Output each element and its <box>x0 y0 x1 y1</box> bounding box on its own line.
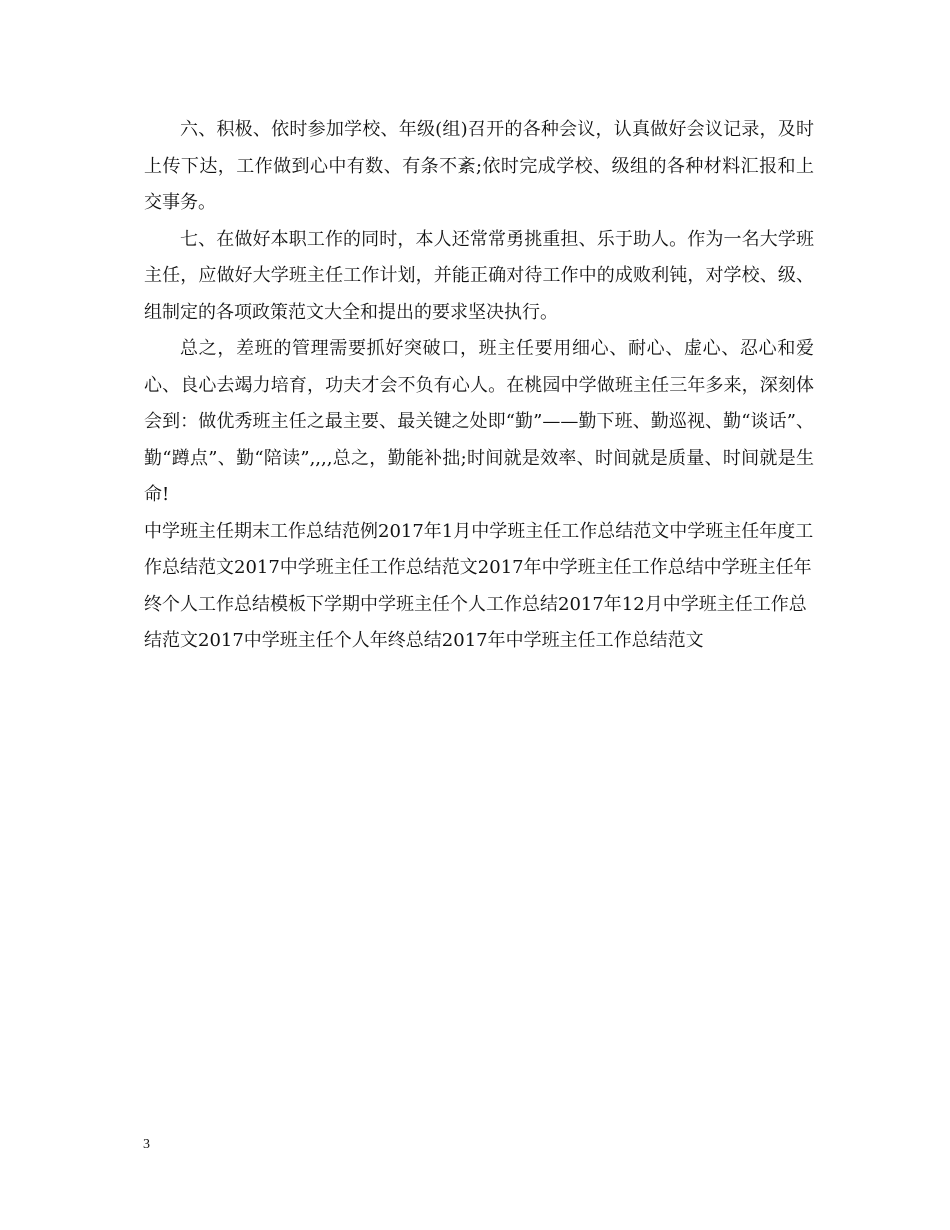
paragraph-conclusion: 总之，差班的管理需要抓好突破口，班主任要用细心、耐心、虚心、忍心和爱心、良心去竭力培育，功夫才会不负有心人。在桃园中学做班主任三年多来，深刻体会到：做优秀班主任之最主要、最关键之处即“勤”——勤下班、勤巡视、勤“谈话”、勤“蹲点”、勤“陪读”,,,,总之，勤能补拙;时间就是效率、时间就是质量、时间就是生命! <box>144 338 814 505</box>
document-body <box>144 112 814 660</box>
paragraph-item-seven: 七、在做好本职工作的同时，本人还常常勇挑重担、乐于助人。作为一名大学班主任，应做好大学班主任工作计划，并能正确对待工作中的成败利钝，对学校、级、组制定的各项政策范文大全和提出的要求坚决执行。 <box>144 228 814 323</box>
page-number: 3 <box>143 1137 150 1152</box>
paragraph-item-six: 六、积极、依时参加学校、年级(组)召开的各种会议，认真做好会议记录，及时上传下达，工作做到心中有数、有条不紊;依时完成学校、级组的各种材料汇报和上交事务。 <box>144 119 814 213</box>
related-articles-text: 中学班主任期末工作总结范例2017年1月中学班主任工作总结范文中学班主任年度工作总结范文2017中学班主任工作总结范文2017年中学班主任工作总结中学班主任年终个人工作总结模板下学期中学班主任个人工作总结2017年12月中学班主任工作总结范文2017中学班主任个人年终总结2017年中学班主任工作总结范文 <box>144 520 814 651</box>
